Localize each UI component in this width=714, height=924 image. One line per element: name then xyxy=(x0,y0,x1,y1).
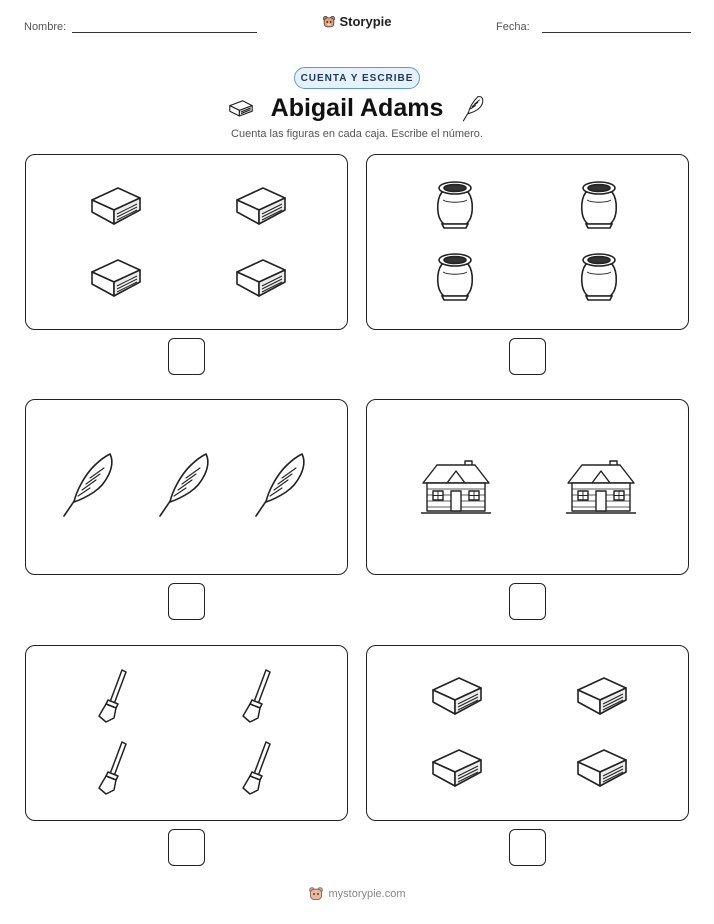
book-icon xyxy=(574,744,628,790)
answer-box-4[interactable] xyxy=(509,583,546,620)
pot-icon xyxy=(578,250,620,302)
book-icon xyxy=(225,92,257,124)
footer-url: mystorypie.com xyxy=(328,888,406,900)
shovel-icon xyxy=(96,668,130,724)
count-box-4 xyxy=(366,399,689,575)
answer-box-5[interactable] xyxy=(168,829,205,866)
quill-icon xyxy=(156,452,212,518)
count-box-1 xyxy=(25,154,348,330)
pot-icon xyxy=(434,250,476,302)
house-icon xyxy=(566,457,636,515)
footer xyxy=(0,886,714,905)
brand-name: Storypie xyxy=(339,14,392,29)
pot-icon xyxy=(578,178,620,230)
page-title: Abigail Adams xyxy=(270,93,444,122)
storypie-mascot-icon xyxy=(308,886,324,902)
count-box-6 xyxy=(366,645,689,821)
date-field-line[interactable] xyxy=(542,32,691,33)
instructions: Cuenta las figuras en cada caja. Escribe el número. xyxy=(231,128,483,140)
quill-icon xyxy=(252,452,308,518)
activity-badge: CUENTA Y ESCRIBE xyxy=(294,67,420,89)
book-icon xyxy=(88,182,142,228)
house-icon xyxy=(421,457,491,515)
count-box-5 xyxy=(25,645,348,821)
name-label: Nombre: xyxy=(24,21,67,33)
shovel-icon xyxy=(240,668,274,724)
brand xyxy=(0,14,714,34)
shovel-icon xyxy=(96,740,130,796)
quill-icon xyxy=(457,92,489,124)
header xyxy=(0,14,714,40)
answer-box-3[interactable] xyxy=(168,583,205,620)
book-icon xyxy=(233,254,287,300)
answer-box-2[interactable] xyxy=(509,338,546,375)
answer-box-1[interactable] xyxy=(168,338,205,375)
answer-box-6[interactable] xyxy=(509,829,546,866)
date-label: Fecha: xyxy=(496,21,530,33)
storypie-mascot-icon xyxy=(322,15,336,29)
book-icon xyxy=(574,672,628,718)
quill-icon xyxy=(60,452,116,518)
pot-icon xyxy=(434,178,476,230)
book-icon xyxy=(429,744,483,790)
book-icon xyxy=(88,254,142,300)
shovel-icon xyxy=(240,740,274,796)
book-icon xyxy=(233,182,287,228)
book-icon xyxy=(429,672,483,718)
title-row xyxy=(0,92,714,124)
count-box-2 xyxy=(366,154,689,330)
